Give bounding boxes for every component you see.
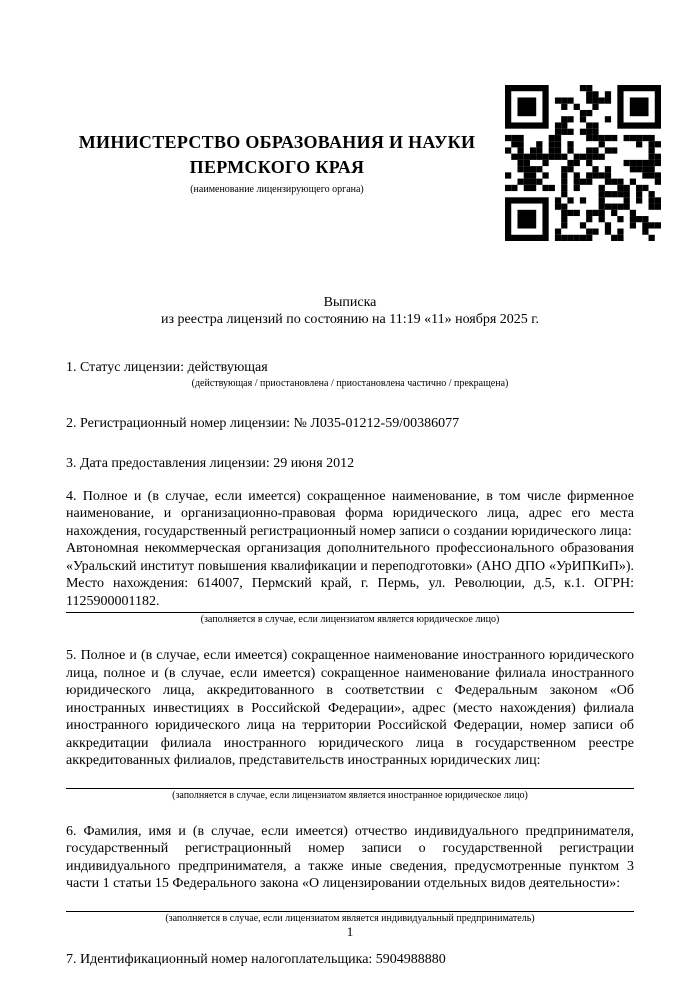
ministry-caption: (наименование лицензирующего органа) (190, 184, 364, 195)
document-title-line1: Выписка (323, 295, 377, 310)
section-legal-entity (66, 488, 634, 627)
foreign-entity-body: 5. Полное и (в случае, если имеется) сокращенное наименование иностранного юридического лица, полное и (в случае, если имеется) сокращенное наименование филиала иностранного юридического лица, аккредитованного в соответствии с Федеральным законом «Об иностранных инвестициях в Российской Федерации», адрес (место нахождения) филиала иностранного юридического лица на территории Российской Федерации, номер записи об аккредитации филиала иностранного юридического лица в государственном реестре аккредитованных филиалов, представительств иностранных юридических лиц: (66, 648, 634, 768)
document-title-line2: из реестра лицензий по состоянию на 11:19 «11» ноября 2025 г. (161, 312, 539, 327)
section-individual-entrepreneur (66, 823, 634, 925)
legal-entity-body: 4. Полное и (в случае, если имеется) сокращенное наименование, в том числе фирменное наименование, и организационно-правовая форма юридического лица, адрес его места нахождения, государственный регистрационный номер записи о создании юридического лица: (66, 488, 634, 539)
licensing-authority-block (66, 130, 488, 195)
individual-entrepreneur-rule (66, 911, 634, 912)
license-date-text: 3. Дата предоставления лицензии: 29 июня 2012 (66, 456, 355, 471)
legal-entity-rule (66, 612, 634, 613)
taxpayer-number-text: 7. Идентификационный номер налогоплательщика: 5904988880 (66, 951, 446, 967)
section-taxpayer-number (66, 951, 634, 969)
document-title (66, 294, 634, 328)
registration-number-text: 2. Регистрационный номер лицензии: № Л035-01212-59/00386077 (66, 415, 460, 431)
foreign-entity-caption: (заполняется в случае, если лицензиатом является иностранное юридическое лицо) (172, 789, 528, 801)
ministry-name-line2: ПЕРМСКОГО КРАЯ (189, 157, 365, 177)
qr-code (505, 85, 661, 241)
section-registration-number (66, 415, 634, 433)
license-status-caption: (действующая / приостановлена / приостановлена частично / прекращена) (191, 377, 509, 389)
individual-entrepreneur-body: 6. Фамилия, имя и (в случае, если имеется) отчество индивидуального предпринимателя, государственный регистрационный номер записи о государственной регистрации индивидуального предпринимателя, а также иные сведения, предусмотренные пунктом 3 части 1 статьи 15 Федерального закона «О лицензировании отдельных видов деятельности»: (66, 823, 634, 891)
legal-entity-value: Автономная некоммерческая организация дополнительного профессионального образования «Уральский институт повышения квалификации и переподготовки» (АНО ДПО «УрИПКиП»). Место нахождения: 614007, Пермский край, г. Пермь, ул. Революции, д.5, к.1. ОГРН: 1125900001182. (66, 541, 634, 609)
legal-entity-caption: (заполняется в случае, если лицензиатом является юридическое лицо) (200, 614, 500, 625)
section-license-date (66, 455, 634, 473)
section-foreign-entity (66, 647, 634, 802)
page-number: 1 (346, 924, 354, 939)
foreign-entity-rule (66, 788, 634, 789)
license-status-text: 1. Статус лицензии: действующая (66, 360, 268, 375)
section-license-status (66, 359, 634, 390)
individual-entrepreneur-caption: (заполняется в случае, если лицензиатом является индивидуальный предприниматель) (165, 912, 535, 924)
ministry-name-line1: МИНИСТЕРСТВО ОБРАЗОВАНИЯ И НАУКИ (78, 132, 476, 152)
